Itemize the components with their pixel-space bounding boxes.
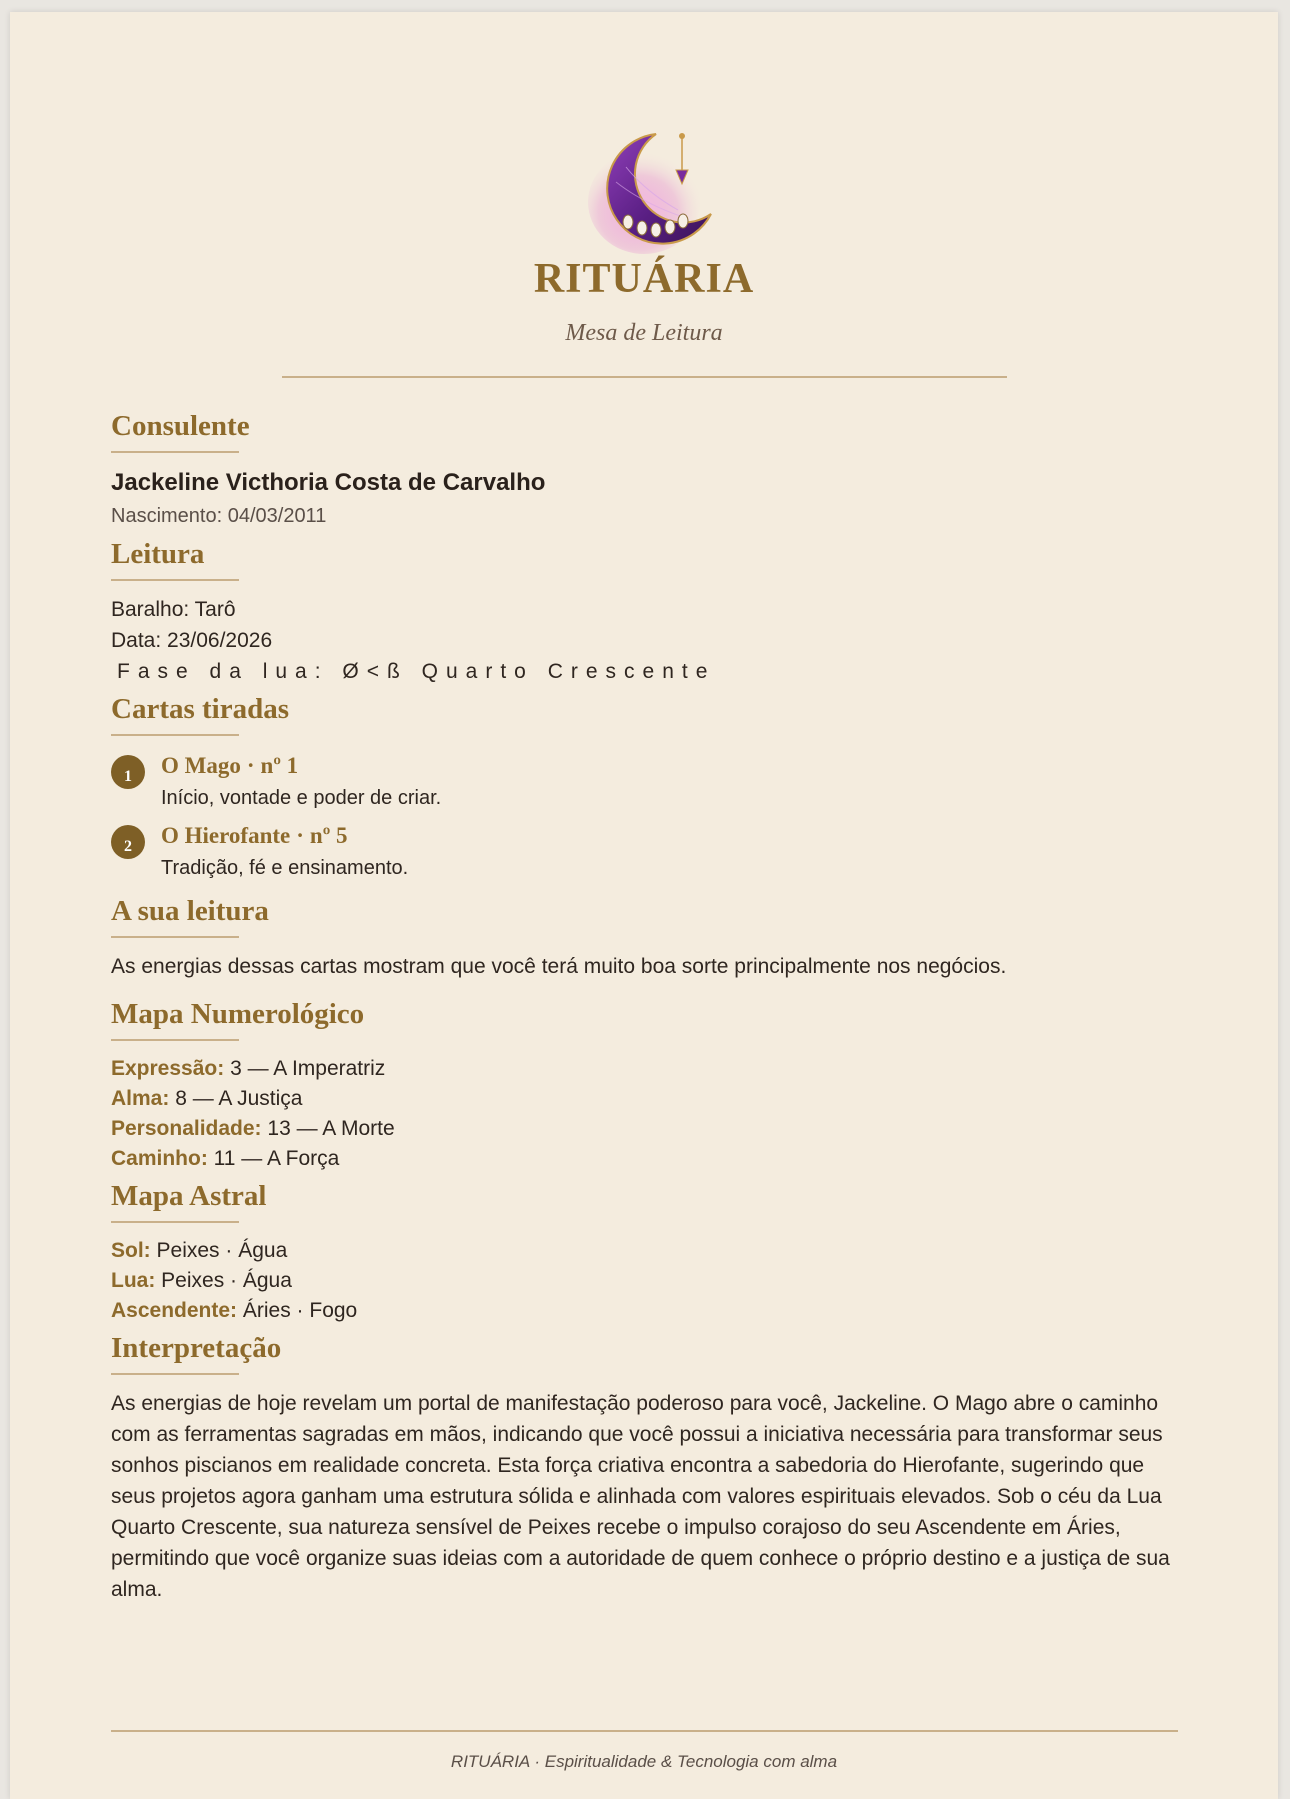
- section-rule: [111, 451, 239, 453]
- astral-row: [111, 1296, 1191, 1326]
- section-title-cartas: Cartas tiradas: [111, 693, 290, 725]
- astral-value: Peixes · Água: [155, 1269, 292, 1292]
- astral-label: Sol:: [111, 1239, 151, 1262]
- card-title: [161, 749, 1191, 783]
- section-astral: [111, 1174, 1191, 1326]
- leitura-date: Data: 23/06/2026: [111, 629, 273, 652]
- crescent-moon-logo-icon: [586, 122, 716, 262]
- numerology-label: Alma:: [111, 1087, 170, 1110]
- numerology-row: [111, 1144, 1191, 1174]
- astral-value: Áries · Fogo: [237, 1299, 358, 1322]
- reading-document: [10, 12, 1278, 1799]
- astral-label: Ascendente:: [111, 1299, 238, 1322]
- brand-title: RITUÁRIA: [533, 256, 755, 302]
- section-cartas: [111, 687, 1191, 883]
- astral-row: [111, 1266, 1191, 1296]
- numerology-value: 3 — A Imperatriz: [224, 1057, 386, 1080]
- section-consulente: [111, 404, 1191, 532]
- card-number-badge: 2: [111, 825, 145, 859]
- consulente-birth: Nascimento: 04/03/2011: [111, 505, 327, 527]
- interpretacao-text: As energias de hoje revelam um portal de manifestação poderoso para você, Jackeline. O Mago abre o caminho com as ferramentas sagradas em mãos, indicando que você possui a iniciativa necessária para transformar seus sonhos piscianos em realidade concreta. Esta força criativa encontra a sabedoria do Hierofante, sugerindo que seus projetos agora ganham uma estrutura sólida e alinhada com valores espirituais elevados. Sob o céu da Lua Quarto Crescente, sua natureza sensível de Peixes recebe o impulso corajoso do seu Ascendente em Áries, permitindo que você organize suas ideias com a autoridade de quem conhece o próprio destino e a justiça de sua alma.: [111, 1392, 1170, 1601]
- card-separator: ·: [246, 753, 255, 778]
- sua-leitura-text: As energias dessas cartas mostram que você terá muito boa sorte principalmente nos negócios.: [111, 955, 1007, 978]
- header-divider: [282, 376, 1007, 378]
- section-title-leitura: Leitura: [111, 538, 205, 570]
- section-title-numerologico: Mapa Numerológico: [111, 998, 365, 1030]
- section-rule: [111, 579, 239, 581]
- numerology-value: 13 — A Morte: [261, 1117, 395, 1140]
- card-name: O Hierofante: [161, 823, 291, 848]
- section-sua-leitura: [111, 889, 1191, 982]
- card-item: [111, 819, 1191, 883]
- card-description: Início, vontade e poder de criar.: [161, 787, 442, 809]
- card-title: [161, 819, 1191, 853]
- section-interpretacao: [111, 1326, 1191, 1605]
- numerology-label: Personalidade:: [111, 1117, 262, 1140]
- numerology-value: 8 — A Justiça: [169, 1087, 303, 1110]
- card-description: Tradição, fé e ensinamento.: [161, 857, 409, 879]
- numerology-row: [111, 1114, 1191, 1144]
- astral-label: Lua:: [111, 1269, 156, 1292]
- section-title-astral: Mapa Astral: [111, 1180, 267, 1212]
- section-leitura: [111, 532, 1191, 687]
- consulente-name: Jackeline Victhoria Costa de Carvalho: [111, 469, 546, 496]
- section-rule: [111, 936, 239, 938]
- document-content: [111, 404, 1191, 1605]
- numerology-label: Expressão:: [111, 1057, 225, 1080]
- section-rule: [111, 1373, 239, 1375]
- footer-text: RITUÁRIA · Espiritualidade & Tecnologia com alma: [450, 1752, 838, 1771]
- section-numerologico: [111, 992, 1191, 1174]
- numerology-row: [111, 1054, 1191, 1084]
- card-item: [111, 749, 1191, 813]
- astral-row: [111, 1236, 1191, 1266]
- card-number-badge: 1: [111, 755, 145, 789]
- card-arcana-number: nº 5: [309, 823, 348, 848]
- section-rule: [111, 1221, 239, 1223]
- section-title-sua-leitura: A sua leitura: [111, 895, 269, 927]
- leitura-moon-phase: Fase da lua: Ø<ß Quarto Crescente: [117, 660, 716, 683]
- section-rule: [111, 734, 239, 736]
- numerology-value: 11 — A Força: [207, 1147, 340, 1170]
- card-arcana-number: nº 1: [260, 753, 299, 778]
- numerology-label: Caminho:: [111, 1147, 208, 1170]
- leitura-deck: Baralho: Tarô: [111, 598, 236, 621]
- astral-value: Peixes · Água: [150, 1239, 288, 1262]
- card-name: O Mago: [161, 753, 241, 778]
- footer-divider: [111, 1730, 1178, 1732]
- section-rule: [111, 1039, 239, 1041]
- section-title-interpretacao: Interpretação: [111, 1332, 282, 1364]
- brand-tagline: Mesa de Leitura: [565, 320, 723, 346]
- card-separator: ·: [296, 823, 304, 848]
- section-title-consulente: Consulente: [111, 410, 250, 442]
- numerology-row: [111, 1084, 1191, 1114]
